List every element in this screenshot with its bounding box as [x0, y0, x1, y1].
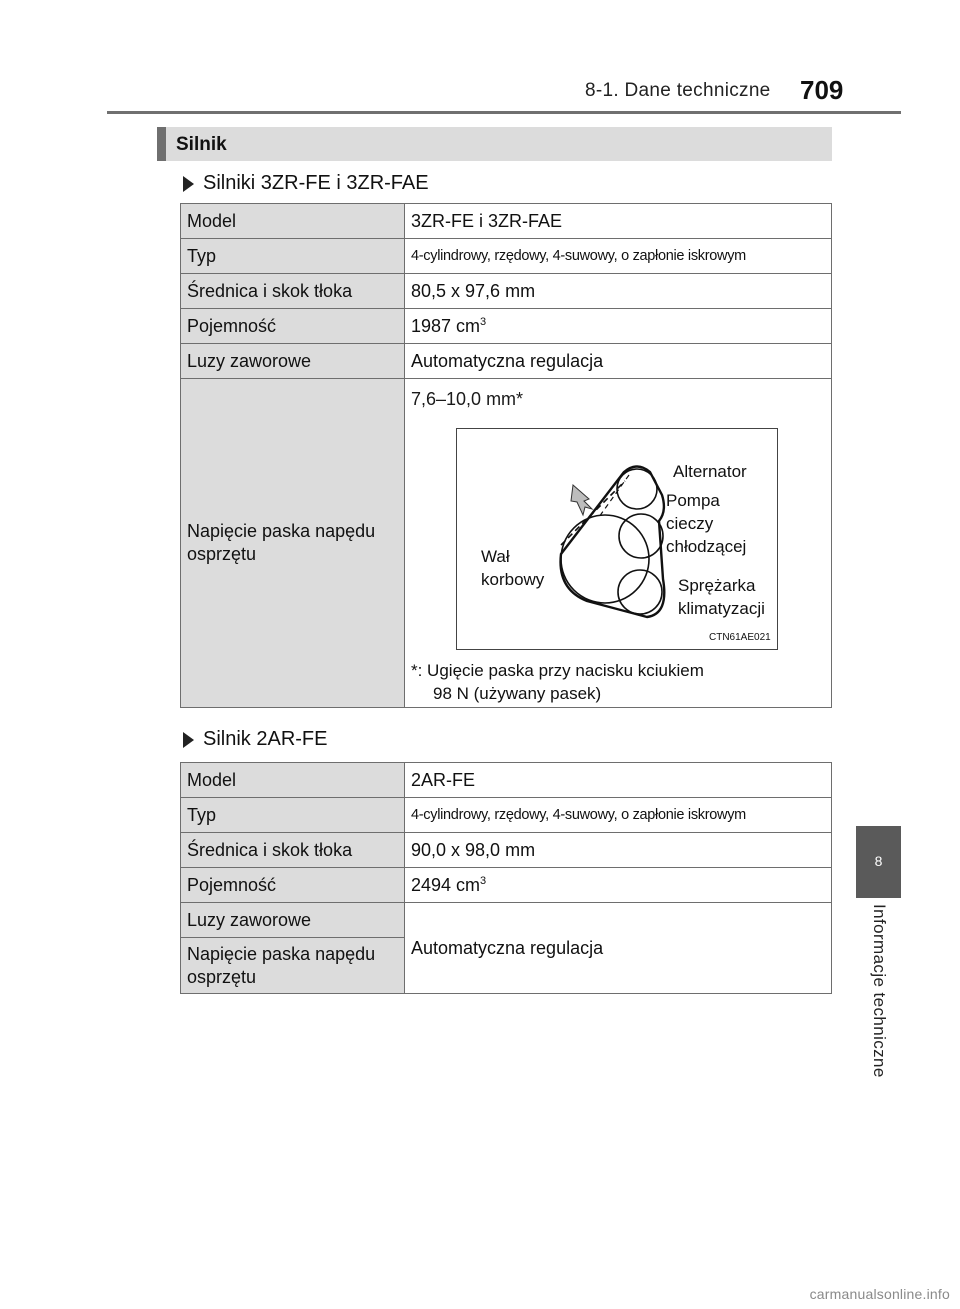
row-value: 90,0 x 98,0 mm	[405, 833, 832, 868]
belt-tension-value: 7,6–10,0 mm*	[411, 389, 524, 409]
row-label: Luzy zaworowe	[181, 344, 405, 379]
row-value-merged: Automatyczna regulacja	[405, 903, 832, 994]
engine2-spec-table	[180, 762, 832, 994]
row-label: Pojemność	[181, 309, 405, 344]
row-value: 4-cylindrowy, rzędowy, 4-suwowy, o zapłonie iskrowym	[405, 798, 832, 833]
row-value: 80,5 x 97,6 mm	[405, 274, 832, 309]
engine1-heading	[183, 172, 429, 195]
row-label: Pojemność	[181, 868, 405, 903]
table-row	[181, 833, 832, 868]
watermark: carmanualsonline.info	[809, 1286, 950, 1302]
label-crank-2: korbowy	[481, 570, 545, 589]
label-pump-2: cieczy	[666, 514, 714, 533]
capacity-value: 1987 cm	[411, 315, 481, 336]
row-value: 4-cylindrowy, rzędowy, 4-suwowy, o zapłonie iskrowym	[405, 239, 832, 274]
chapter-number: 8	[874, 853, 883, 869]
engine1-heading-text: Silniki 3ZR-FE i 3ZR-FAE	[203, 172, 429, 194]
footnote-line-2: 98 N (używany pasek)	[433, 684, 602, 703]
row-label: Średnica i skok tłoka	[181, 274, 405, 309]
row-label: Napięcie paska napędu osprzętu	[181, 379, 405, 708]
label-pump-3: chłodzącej	[666, 537, 747, 556]
row-label: Luzy zaworowe	[181, 903, 405, 938]
row-label: Napięcie paska napędu osprzętu	[181, 938, 405, 994]
capacity-value: 2494 cm	[411, 874, 481, 895]
table-row	[181, 204, 832, 239]
section-title: Silnik	[176, 134, 227, 155]
page-number: 709	[800, 75, 844, 105]
capacity-unit-exponent: 3	[480, 874, 487, 887]
label-pump-1: Pompa	[666, 491, 720, 510]
section-banner	[157, 127, 832, 161]
row-label: Typ	[181, 239, 405, 274]
section-banner-accent	[157, 127, 166, 161]
running-header-section: 8-1. Dane techniczne	[585, 80, 771, 101]
row-value: Automatyczna regulacja	[405, 344, 832, 379]
label-crank-1: Wał	[481, 547, 510, 566]
table-row	[181, 344, 832, 379]
engine2-heading-text: Silnik 2AR-FE	[203, 728, 328, 750]
row-value	[405, 309, 832, 344]
label-compressor-2: klimatyzacji	[678, 599, 765, 618]
row-label: Model	[181, 763, 405, 798]
row-label: Średnica i skok tłoka	[181, 833, 405, 868]
row-label: Model	[181, 204, 405, 239]
table-row	[181, 868, 832, 903]
table-row	[181, 309, 832, 344]
row-value: 3ZR-FE i 3ZR-FAE	[405, 204, 832, 239]
label-alternator: Alternator	[673, 462, 747, 481]
belt-diagram	[456, 428, 778, 650]
chapter-label: Informacje techniczne	[870, 904, 889, 1078]
table-row	[181, 239, 832, 274]
label-compressor-1: Sprężarka	[678, 576, 756, 595]
bullet-arrow-icon	[183, 176, 194, 192]
table-row	[181, 763, 832, 798]
engine2-heading	[183, 728, 327, 751]
header-rule	[107, 111, 901, 114]
capacity-unit-exponent: 3	[480, 315, 487, 328]
table-row	[181, 903, 832, 938]
table-row	[181, 798, 832, 833]
bullet-arrow-icon	[183, 732, 194, 748]
footnote-line-1: *: Ugięcie paska przy nacisku kciukiem	[411, 661, 704, 680]
table-row	[181, 274, 832, 309]
diagram-code: CTN61AE021	[709, 632, 771, 643]
row-value: 2AR-FE	[405, 763, 832, 798]
row-label: Typ	[181, 798, 405, 833]
row-value	[405, 868, 832, 903]
